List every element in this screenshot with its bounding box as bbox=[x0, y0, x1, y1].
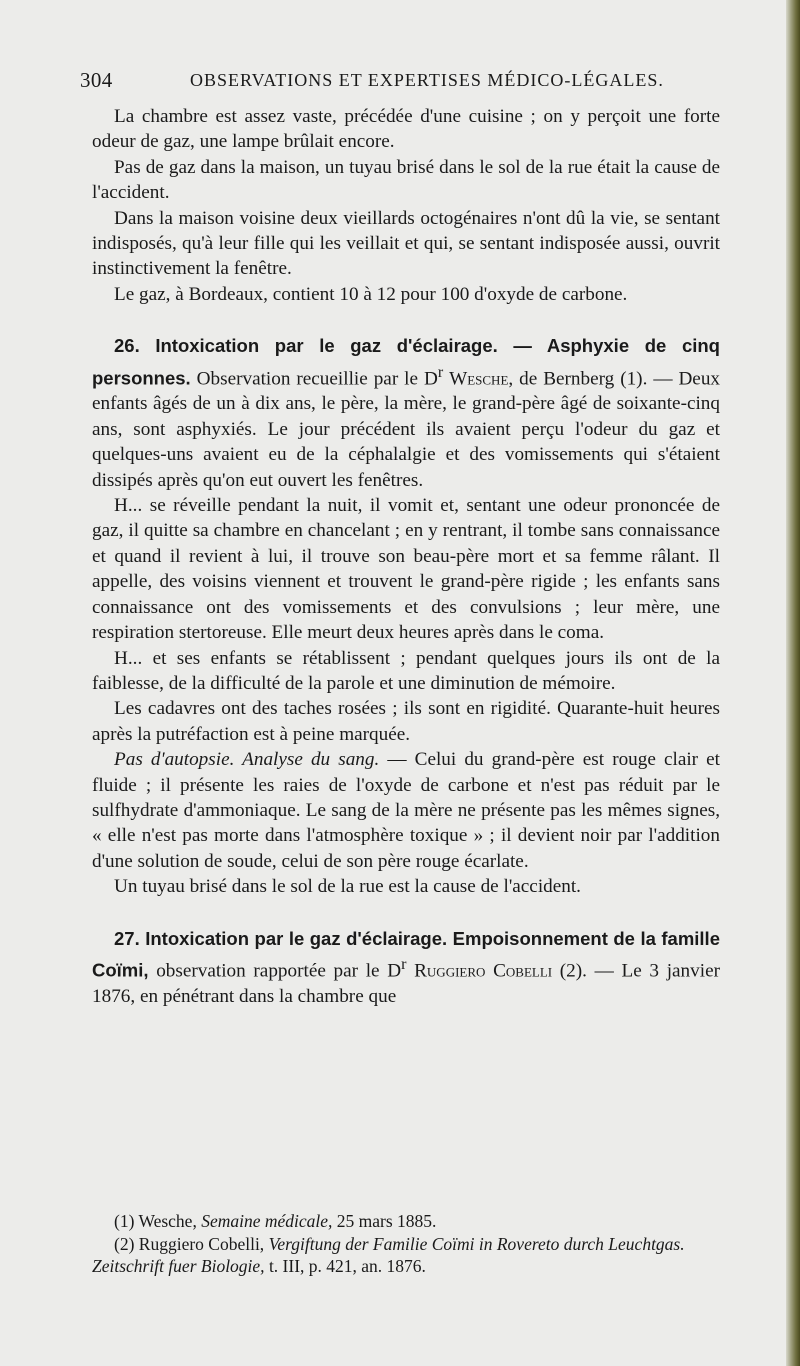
page-number: 304 bbox=[80, 68, 113, 92]
superscript: r bbox=[437, 363, 444, 381]
paragraph: Pas de gaz dans la maison, un tuyau brisé dans le sol de la rue était la cause de l'accident. bbox=[92, 156, 720, 204]
paragraph: La chambre est assez vaste, précédée d'une cuisine ; on y perçoit une forte odeur de gaz, une lampe brûlait encore. bbox=[92, 106, 720, 153]
footnote-text: (2) Ruggiero Cobelli, bbox=[114, 1233, 269, 1254]
book-spine-edge bbox=[786, 0, 800, 1366]
section-27 bbox=[92, 926, 720, 1010]
section-intro: , de Bernberg (1). — Deux enfants âgés de un à dix ans, le père, la mère, le grand-père âgé de soixante-cinq ans, sont asphyxiés. Le jour précédent ils avaient perçu l'odeur du gaz et quelques-uns avaient eu de la céphalalgie et des vomissements qui s'étaient dissipés après qu'on eut ouvert les fenêtres. bbox=[92, 368, 721, 491]
section-intro: Observation recueillie par le D bbox=[196, 368, 438, 390]
section-intro: observation rapportée par le D bbox=[148, 960, 402, 982]
running-title: OBSERVATIONS ET EXPERTISES MÉDICO-LÉGALES. bbox=[190, 70, 664, 90]
paragraph: H... se réveille pendant la nuit, il vomit et, sentant une odeur prononcée de gaz, il quitte sa chambre en chancelant ; en y rentrant, il tombe sans connaissance et quand il revient à lui, il trouve son beau-père mort et sa femme râlant. Il appelle, des voisins viennent et trouvent le grand-père rigide ; les enfants sans connaissance ont des vomissements et des convulsions ; leur mère, une respiration stertoreuse. Elle meurt deux heures après dans le coma. bbox=[92, 495, 720, 644]
page-header bbox=[80, 68, 720, 94]
author-name: Wesche bbox=[449, 368, 509, 390]
footnote-text: (1) Wesche, bbox=[114, 1211, 202, 1231]
footnote-italic: Vergiftung der Familie Coïmi in Rovereto durch Leuchtgas. Zeitschrift fuer Biologie, bbox=[92, 1233, 685, 1276]
footnote-text: 25 mars 1885. bbox=[332, 1211, 437, 1231]
author-name: Ruggiero Cobelli bbox=[414, 960, 553, 982]
section-intro: (2). — Le 3 janvier 1876, en pénétrant dans la chambre que bbox=[92, 960, 720, 1007]
footnotes bbox=[92, 1210, 720, 1278]
superscript: r bbox=[401, 955, 407, 973]
paragraph: Un tuyau brisé dans le sol de la rue est la cause de l'accident. bbox=[114, 876, 581, 898]
paragraph: Dans la maison voisine deux vieillards octogénaires n'ont dû la vie, se sentant indisposés, qu'à leur fille qui les veillait et qui, se sentant indisposée aussi, ouvrit instinctivement la fenêtre. bbox=[92, 207, 720, 280]
footnote-italic: Semaine médicale, bbox=[201, 1211, 333, 1231]
footnote-text: t. III, p. 421, an. 1876. bbox=[264, 1256, 426, 1276]
section-heading: 26. Intoxication par le gaz d'éclairage. — Asphyxie de cinq personnes. bbox=[92, 335, 720, 389]
paragraph: Le gaz, à Bordeaux, contient 10 à 12 pour 100 d'oxyde de carbone. bbox=[114, 283, 628, 305]
paragraph: Les cadavres ont des taches rosées ; ils sont en rigidité. Quarante-huit heures après la putréfaction est à peine marquée. bbox=[92, 698, 720, 745]
paragraph: H... et ses enfants se rétablissent ; pendant quelques jours ils ont de la faiblesse, de la difficulté de la parole et une diminution de mémoire. bbox=[92, 647, 720, 694]
paragraph-text: — Celui du grand-père est rouge clair et fluide ; il présente les raies de l'oxyde de carbone et n'est pas réduit par le sulfhydrate d'ammoniaque. Le sang de la mère ne présente pas les mêmes signes, « elle n'est pas morte dans l'atmosphère toxique » ; il devient noir par l'addition d'une solution de soude, celui de son père rouge écarlate. bbox=[92, 749, 720, 872]
body-text bbox=[92, 104, 720, 1009]
italic-phrase: Pas d'autopsie. Analyse du sang. bbox=[114, 749, 380, 771]
section-26 bbox=[92, 333, 720, 493]
footnote bbox=[92, 1233, 720, 1278]
footnote bbox=[92, 1210, 720, 1233]
paragraph bbox=[92, 747, 720, 874]
section-heading: 27. Intoxication par le gaz d'éclairage. Empoisonnement de la famille Coïmi, bbox=[92, 927, 720, 981]
